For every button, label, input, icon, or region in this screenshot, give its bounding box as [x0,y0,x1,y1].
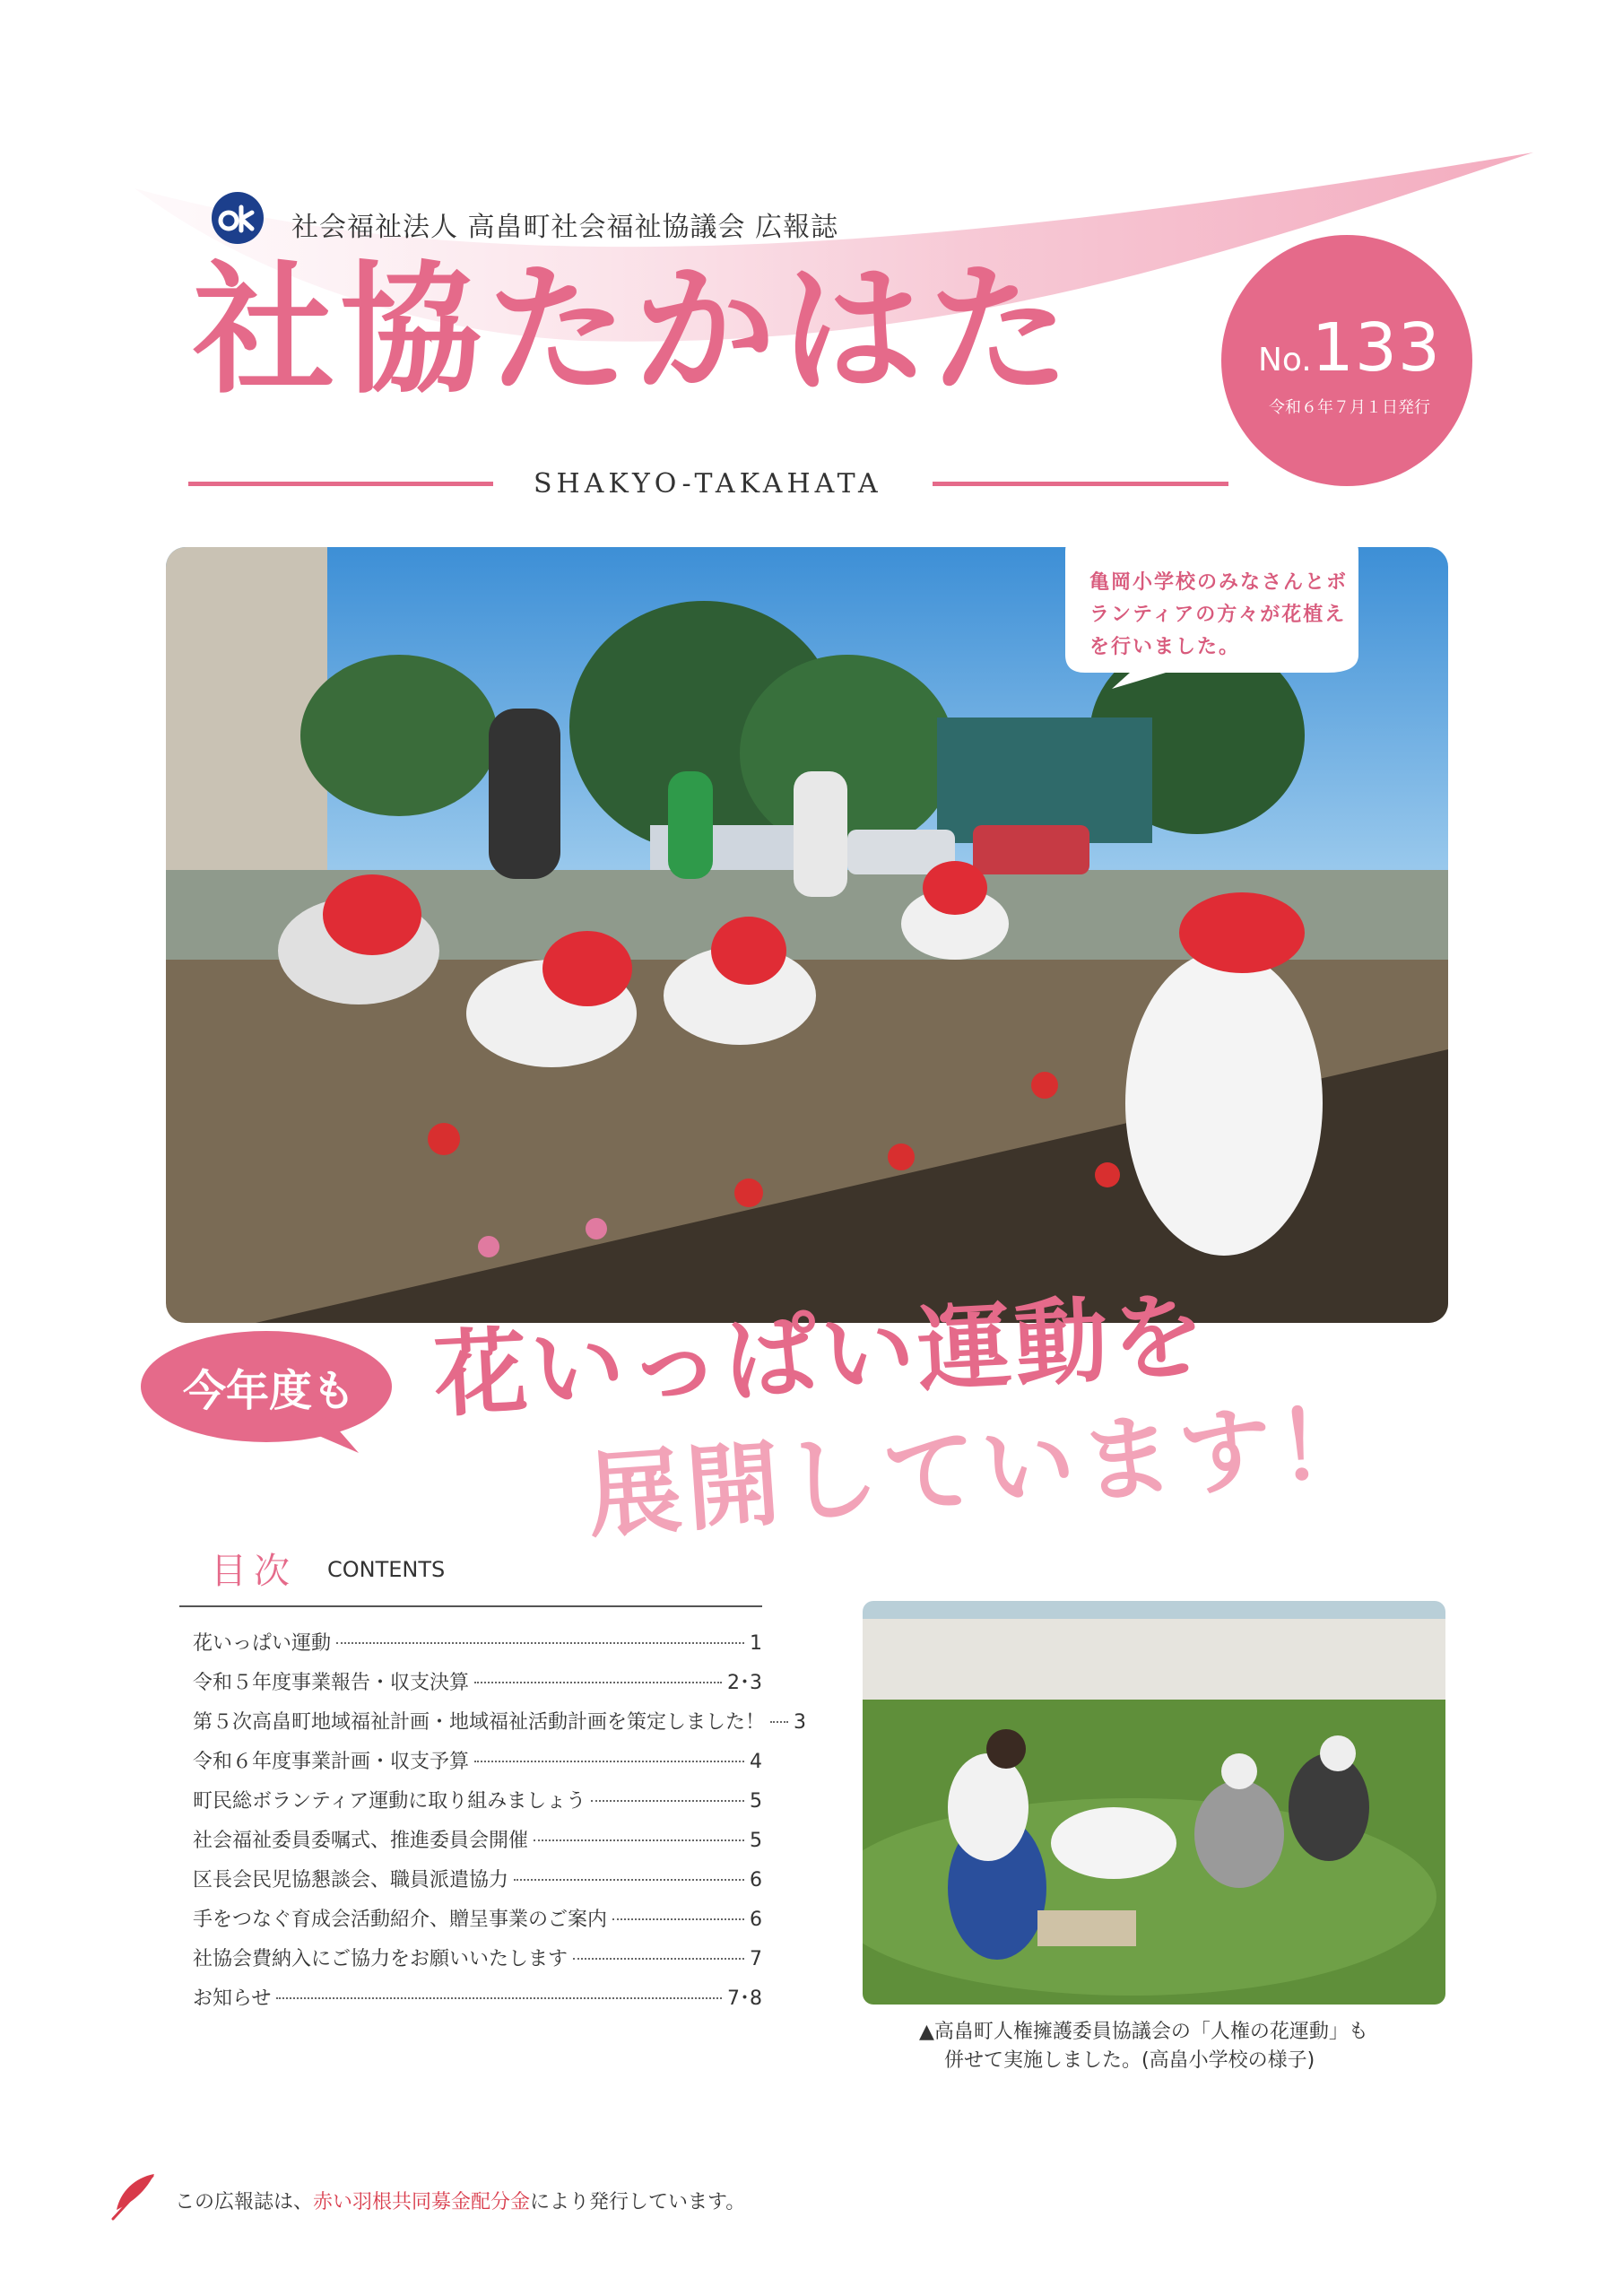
contents-item [193,1944,762,1983]
title-rule-left [188,482,493,486]
contents-item [193,1983,762,2022]
contents-item-page: 6 [750,1909,762,1931]
contents-item-label: 区長会民児協懇談会、職員派遣協力 [193,1869,509,1892]
contents-item [193,1746,762,1786]
contents-item-page: 2･3 [727,1672,762,1694]
contents-item-page: 7･8 [727,1987,762,2010]
headline-line-2: 展開しています！ [584,1387,1379,1552]
contents-list [193,1628,807,2022]
footer-text-before: この広報誌は、 [175,2191,314,2213]
title-rule-right [933,482,1228,486]
caption-line-2: 併せて実施しました。(高畠小学校の様子) [944,2049,1315,2072]
issue-prefix: No. [1257,342,1312,378]
red-feather-icon [108,2169,161,2222]
contents-leader [474,1761,744,1762]
footer-note [175,2187,745,2214]
newsletter-title: 社協たかはた [193,248,1075,413]
issue-number [1237,309,1462,387]
contents-item-page: 5 [750,1830,762,1852]
contents-subtitle: CONTENTS [327,1557,446,1582]
contents-item-label: 町民総ボランティア運動に取り組みましょう [193,1790,586,1813]
contents-item-page: 1 [750,1632,762,1655]
contents-item [193,1667,762,1707]
contents-item [193,1707,807,1746]
organization-logo [211,191,265,245]
issue-number-value: 133 [1311,309,1441,387]
contents-item [193,1904,762,1944]
photo-caption-bubble: 亀岡小学校のみなさんとボランティアの方々が花植えを行いました。 [1089,571,1349,658]
contents-title: 目次 [211,1551,297,1592]
contents-leader [591,1800,744,1802]
contents-leader [573,1958,744,1960]
contents-leader [612,1918,744,1920]
contents-item [193,1865,762,1904]
contents-leader [534,1839,744,1841]
secondary-photo [863,1601,1445,2005]
contents-item-label: 令和６年度事業計画・収支予算 [193,1751,470,1773]
contents-rule [179,1605,762,1607]
contents-item-label: 令和５年度事業報告・収支決算 [193,1672,470,1694]
contents-item-page: 7 [750,1948,762,1970]
contents-item [193,1825,762,1865]
contents-leader [474,1682,722,1683]
newsletter-romaji: SHAKYO-TAKAHATA [534,468,882,500]
contents-leader [276,1997,722,1999]
contents-item-page: 5 [750,1790,762,1813]
contents-item-page: 6 [750,1869,762,1892]
contents-item [193,1786,762,1825]
contents-item-label: お知らせ [193,1987,272,2010]
headline-badge: 今年度も [182,1366,355,1416]
footer-text-after: により発行しています。 [530,2191,746,2213]
contents-item [193,1628,762,1667]
issue-date: 令和６年７月１日発行 [1269,398,1430,417]
headline-line-1: 花いっぱい運動を [431,1280,1211,1431]
contents-item-page: 3 [794,1711,807,1734]
contents-item-label: 第５次高畠町地域福祉計画・地域福祉活動計画を策定しました！ [193,1711,766,1734]
secondary-photo-caption [919,2018,1457,2075]
caption-line-1: ▲高畠町人権擁護委員協議会の「人権の花運動」も [919,2021,1368,2043]
contents-item-label: 社協会費納入にご協力をお願いいたします [193,1948,568,1970]
contents-item-label: 花いっぱい運動 [193,1632,332,1655]
contents-item-label: 手をつなぐ育成会活動紹介、贈呈事業のご案内 [193,1909,608,1931]
contents-leader [770,1721,788,1723]
contents-leader [514,1879,744,1881]
footer-text-highlight: 赤い羽根共同募金配分金 [313,2191,531,2213]
contents-item-label: 社会福祉委員委嘱式、推進委員会開催 [193,1830,529,1852]
organization-name: 社会福祉法人 高畠町社会福祉協議会 広報誌 [291,212,839,243]
contents-item-page: 4 [750,1751,762,1773]
contents-leader [336,1642,744,1644]
